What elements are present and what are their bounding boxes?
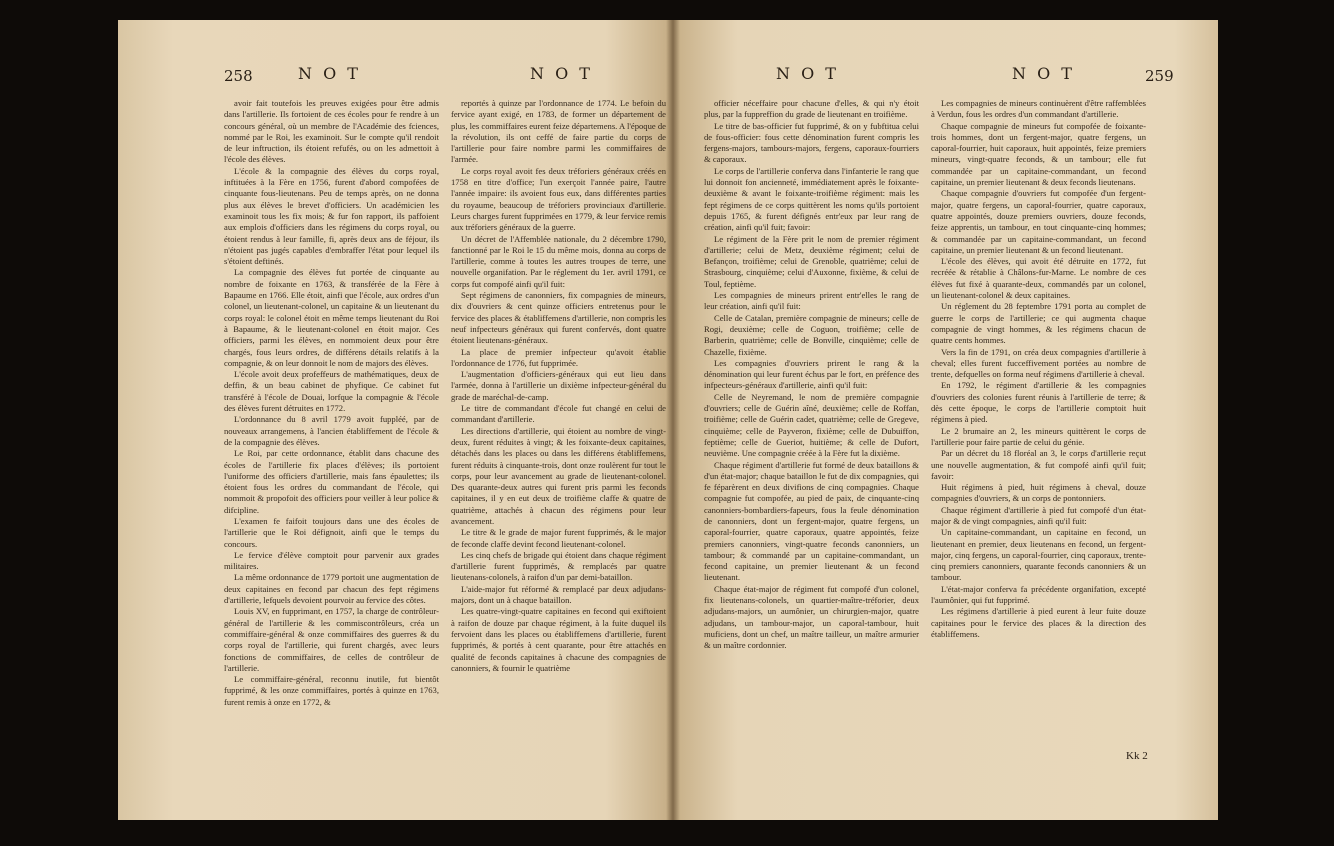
paragraph: Les compagnies de mineurs prirent entr'elles le rang de leur création, ainfi qu'il fuit: (704, 290, 919, 312)
paragraph: Le 2 brumaire an 2, les mineurs quittèrent le corps de l'artillerie pour faire partie de celui du génie. (931, 425, 1146, 447)
paragraph: Par un décret du 18 floréal an 3, le corps d'artillerie reçut une nouvelle augmentation, & fut compofé ainfi qu'il fuit; favoir: (931, 448, 1146, 481)
paragraph: L'augmentation d'officiers-généraux qui eut lieu dans l'armée, donna à l'artillerie un dixième infpecteur-général du grade de maréchal-de-camp. (451, 369, 666, 402)
paragraph: L'aide-major fut réformé & remplacé par deux adjudans-majors, dont un à chaque bataillon. (451, 583, 666, 606)
paragraph: Chaque régiment d'artillerie fut formé de deux bataillons & d'un état-major; chaque bataillon le fut de dix compagnies, qui fe féparèrent en deux divifions de cinq compagnies. Chaque compagnie fut compofée, au pied de paix, de cinquante-cinq canonniers-bombardiers-fapeurs, fous la feule dénomination de canonniers, dont un fergent-major, quatre fergens, un caporal-fourrier, quatre caporaux, quatre appointés, feize premiers canonniers, vingt-quatre feconds canonniers, un tambour; & commandé par un capitaine-commandant, un fecond capitaine, un premier lieutenant & un fecond lieutenant. (704, 459, 919, 583)
running-header: N O T (298, 64, 361, 83)
paragraph: Le fervice d'élève comptoit pour parvenir aux grades militaires. (224, 549, 439, 572)
paragraph: La place de premier infpecteur qu'avoit établie l'ordonnance de 1776, fut fupprimée. (451, 346, 666, 368)
open-book (118, 20, 1218, 820)
paragraph: Chaque état-major de régiment fut compofé d'un colonel, fix lieutenans-colonels, un quartier-maître-tréforier, deux adjudans-majors, un aumônier, un chirurgien-major, quatre adjudans, un tambour-major, un caporal-tambour, huit muficiens, dont un chef, un maître tailleur, un maître armurier & un maître cordonnier. (704, 583, 919, 651)
paragraph: Les directions d'artillerie, qui étoient au nombre de vingt-deux, furent réduites à vingt; & les foixante-deux capitaines, détachés dans les places ou dans les différens établiffemens, furent réduits à cinquante-trois, dont onze roulèrent fur tout le corps, pour leur avancement au grade de lieutenant-colonel. Des quarante-deux autres qui furent pris parmi les feconds capitaines, il y en eut deux de troifième claffe & quatre de quatrième, attachés à chacun des régimens pour leur avancement. (451, 425, 666, 526)
text-column (931, 98, 1146, 738)
paragraph: Le titre de bas-officier fut fupprimé, & on y fubftitua celui de fous-officier: fous cette dénomination furent compris les fergens-majors, tambours-majors, fergens, caporaux-fourriers & caporaux. (704, 120, 919, 165)
paragraph: officier néceffaire pour chacune d'elles, & qui n'y étoit plus, par la fuppreffion du grade de lieutenant en troifième. (704, 98, 919, 120)
paragraph: Le corps de l'artillerie conferva dans l'infanterie le rang que lui donnoit fon ancienneté, immédiatement après le foixante-deuxième & avant le foixante-troifième régiment: mais les fept régimens de ce corps quittèrent les noms qu'ils portoient depuis 1765, & furent défignés entr'eux par leur rang de création, ainfi qu'il fuit; favoir: (704, 165, 919, 233)
paragraph: Les compagnies de mineurs continuèrent d'être raffemblées à Verdun, fous les ordres d'un commandant d'artillerie. (931, 98, 1146, 120)
paragraph: reportés à quinze par l'ordonnance de 1774. Le befoin du fervice ayant exigé, en 1783, de former un département de plus, les commiffaires eurent feize départemens. A l'époque de la révolution, ils ont ceffé de faire partie du corps de l'artillerie pour faire nombre parmi les commiffaires de l'armée. (451, 98, 666, 165)
paragraph: L'école des élèves, qui avoit été détruite en 1772, fut recréée & rétablie à Châlons-fur-Marne. Le nombre de ces élèves fut fixé à quarante-deux, commandés par un colonel, un lieutenant-colonel & deux capitaines. (931, 256, 1146, 301)
paragraph: Un décret de l'Affemblée nationale, du 2 décembre 1790, fanctionné par le Roi le 15 du même mois, donna au corps de l'artillerie, comme à toutes les autres troupes de terre, une nouvelle organifation. Par le réglement du 1er. avril 1791, ce corps fut compofé ainfi qu'il fuit: (451, 233, 666, 289)
paragraph: Les quatre-vingt-quatre capitaines en fecond qui exiftoient à raifon de douze par chaque régiment, à la fuite duquel ils fervoient dans les places ou établiffemens d'artillerie, furent fupprimés, & portés à cent quarante, pour être attachés en qualité de feconds capitaines à chacune des compagnies de canonniers, & fournir le quatrième (451, 606, 666, 673)
paragraph: En 1792, le régiment d'artillerie & les compagnies d'ouvriers des colonies furent réunis à l'artillerie de terre; & dès cette époque, le corps de l'artillerie comptoit huit régimens à pied. (931, 380, 1146, 425)
paragraph: Huit régimens à pied, huit régimens à cheval, douze compagnies d'ouvriers, & un corps de pontonniers. (931, 482, 1146, 504)
paragraph: Chaque compagnie de mineurs fut compofée de foixante-trois hommes, dont un fergent-major, quatre fergens, un caporal-fourrier, huit caporaux, huit appointés, feize premiers mineurs, vingt-quatre feconds, & un tambour; elle fut commandée par un capitaine-commandant, un fecond capitaine, un premier lieutenant & deux feconds lieutenans. (931, 120, 1146, 188)
paragraph: Les régimens d'artillerie à pied eurent à leur fuite douze capitaines pour le fervice des places & la direction des établiffemens. (931, 606, 1146, 639)
text-column (451, 98, 666, 798)
paragraph: Chaque régiment d'artillerie à pied fut compofé d'un état-major & de vingt compagnies, ainfi qu'il fuit: (931, 504, 1146, 526)
text-column (704, 98, 919, 798)
running-header: N O T (1012, 64, 1075, 83)
paragraph: Un capitaine-commandant, un capitaine en fecond, un lieutenant en premier, deux lieutenans en fecond, un fergent-major, cinq fergens, un caporal-fourrier, cinq caporaux, trente-cinq premiers canonniers, quarante feconds canonniers & un tambour. (931, 527, 1146, 583)
signature-mark: Kk 2 (1126, 750, 1148, 762)
paragraph: Un réglement du 28 feptembre 1791 porta au complet de guerre le corps de l'artillerie; ce qui augmenta chaque compagnie de vingt hommes, & les régimens chacun de quatre cents hommes. (931, 301, 1146, 346)
paragraph: L'ordonnance du 8 avril 1779 avoit fuppléé, par de nouveaux arrangemens, à l'ancien établiffement de l'école & de la compagnie des élèves. (224, 414, 439, 447)
paragraph: L'état-major conferva fa précédente organifation, excepté l'aumônier, qui fut fupprimé. (931, 583, 1146, 606)
left-page (118, 20, 672, 820)
paragraph: Les cinq chefs de brigade qui étoient dans chaque régiment d'artillerie furent fupprimés, & remplacés par quatre lieutenans-colonels, à raifon d'un par demi-bataillon. (451, 549, 666, 583)
right-page (672, 20, 1218, 820)
paragraph: Le corps royal avoit fes deux tréforiers généraux créés en 1758 en titre d'office; l'un exerçoit l'année paire, l'autre l'année impaire: ils avoient fous eux, dans différentes parties du royaume, beaucoup de tréforiers provinciaux d'artillerie. Leurs charges furent fupprimées en 1779, & leur fervice remis aux tréforiers généraux de la guerre. (451, 165, 666, 233)
paragraph: Le titre & le grade de major furent fupprimés, & le major de feconde claffe devint fecond lieutenant-colonel. (451, 527, 666, 549)
paragraph: L'école avoit deux profeffeurs de mathématiques, deux de deffin, & un beau cabinet de phyfique. Ce cabinet fut transféré à l'école de Douai, lorfque la compagnie & l'école des élèves furent détruites en 1772. (224, 369, 439, 414)
page-number: 259 (1145, 67, 1174, 85)
paragraph: Le titre de commandant d'école fut changé en celui de commandant d'artillerie. (451, 403, 666, 425)
paragraph: L'école & la compagnie des élèves du corps royal, inftituées à la Fère en 1756, furent d'abord compofées de cinquante fous-lieutenans. Peu de temps après, on ne donna plus aux élèves le brevet d'officiers. Un académicien les examinoit tous les fix mois; & fur fon rapport, ils paffoient aux emplois d'officiers dans les régimens du corps royal, ou étoient rendus à leur famille, fi, après deux ans de féjour, ils n'étoient pas jugés capables d'embraffer l'état pour lequel ils s'étoient deftinés. (224, 165, 439, 267)
paragraph: Les compagnies d'ouvriers prirent le rang & la dénomination qui leur furent échus par le fort, en préfence des infpecteurs-généraux d'artillerie, ainfi qu'il fuit: (704, 357, 919, 391)
paragraph: La même ordonnance de 1779 portoit une augmentation de deux capitaines en fecond par chacun des fept régimens d'artillerie, lefquels devoient pourvoir au fervice des côtes. (224, 572, 439, 606)
paragraph: Le régiment de la Fère prit le nom de premier régiment d'artillerie; celui de Metz, deuxième régiment; celui de Befançon, troifième; celui de Grenoble, quatrième; celui de Strasbourg, cinquième; celui d'Auxonne, fixième, & celui de Toul, feptième. (704, 233, 919, 289)
running-header: N O T (776, 64, 839, 83)
paragraph: Sept régimens de canonniers, fix compagnies de mineurs, dix d'ouvriers & cent quinze officiers entretenus pour le fervice des places & établiffemens d'artillerie, non compris les neuf infpecteurs généraux qui furent confervés, dont quatre étoient lieutenans-généraux. (451, 290, 666, 346)
paragraph: Vers la fin de 1791, on créa deux compagnies d'artillerie à cheval; elles furent fucceffivement portées au nombre de trente, defquelles on forma neuf régimens d'artillerie à cheval. (931, 346, 1146, 380)
running-header: N O T (530, 64, 593, 83)
paragraph: avoir fait toutefois les preuves exigées pour être admis dans l'artillerie. Ils fortoient de ces écoles pour fe rendre à un concours général, où un membre de l'Académie des fciences, nommé par le Roi, les examinoit. Sur le compte qu'il rendoit de leur inftruction, ils étoient refufés, ou on les admettoit à l'école des élèves. (224, 98, 439, 165)
paragraph: Le commiffaire-général, reconnu inutile, fut bientôt fupprimé, & les onze commiffaires, portés à quinze en 1763, furent remis à onze en 1772, & (224, 674, 439, 707)
text-column (224, 98, 439, 798)
book-gutter (666, 20, 680, 820)
paragraph: L'examen fe faifoit toujours dans une des écoles de l'artillerie que le Roi défignoit, ainfi que le temps du concours. (224, 515, 439, 549)
paragraph: Chaque compagnie d'ouvriers fut compofée d'un fergent-major, quatre fergens, un caporal-fourrier, quatre caporaux, quatre appointés, douze premiers ouvriers, douze feconds, feize apprentis, un tambour, en tout cinquante-cinq hommes; & commandée par un capitaine-commandant, un fecond capitaine, un premier lieutenant & un fecond lieutenant. (931, 188, 1146, 255)
page-number: 258 (224, 67, 253, 85)
paragraph: Louis XV, en fupprimant, en 1757, la charge de contrôleur-général de l'artillerie & les commiscontrôleurs, créa un commiffaire-général & onze commiffaires des guerres & du corps royal de l'artillerie, qui furent chargés, avec leurs fonctions de commiffaires, de celles de contrôleur de l'artillerie. (224, 606, 439, 673)
paragraph: Celle de Catalan, première compagnie de mineurs; celle de Rogi, deuxième; celle de Coguon, troifième; celle de Barberin, quatrième; celle de Bonville, cinquième; celle de Chazelle, fixième. (704, 312, 919, 357)
paragraph: La compagnie des élèves fut portée de cinquante au nombre de foixante en 1763, & transférée de la Fère à Bapaume en 1766. Elle étoit, ainfi que l'école, aux ordres d'un colonel, un lieutenant-colonel, un capitaine & un lieutenant du corps royal: le colonel étoit en même temps lieutenant du Roi à Bapaume, & le lieutenant-colonel en étoit major. Ces officiers, parmi les élèves, en nommoient deux pour être chargés, fous leurs ordres, de différens détails relatifs à la compagnie, & on leur donnoit le nom de majors des élèves. (224, 267, 439, 368)
paragraph: Celle de Neyremand, le nom de première compagnie d'ouvriers; celle de Guérin aîné, deuxième; celle de Roffan, troifième; celle de Guérin cadet, quatrième; celle de Gregeve, cinquième; celle de Payveron, fixième; celle de Dubuiffon, feptième; celle de Gueriot, huitième; & celle de Dufort, neuvième. Une compagnie créée à la Fère fut la dixième. (704, 391, 919, 459)
paragraph: Le Roi, par cette ordonnance, établit dans chacune des écoles de l'artillerie fix places d'élèves; ils portoient l'uniforme des officiers d'artillerie, mais fans épaulettes; ils étoient fous les ordres du commandant de l'école, qui nommoit & propofoit des officiers pour veiller à leur police & difcipline. (224, 448, 439, 515)
